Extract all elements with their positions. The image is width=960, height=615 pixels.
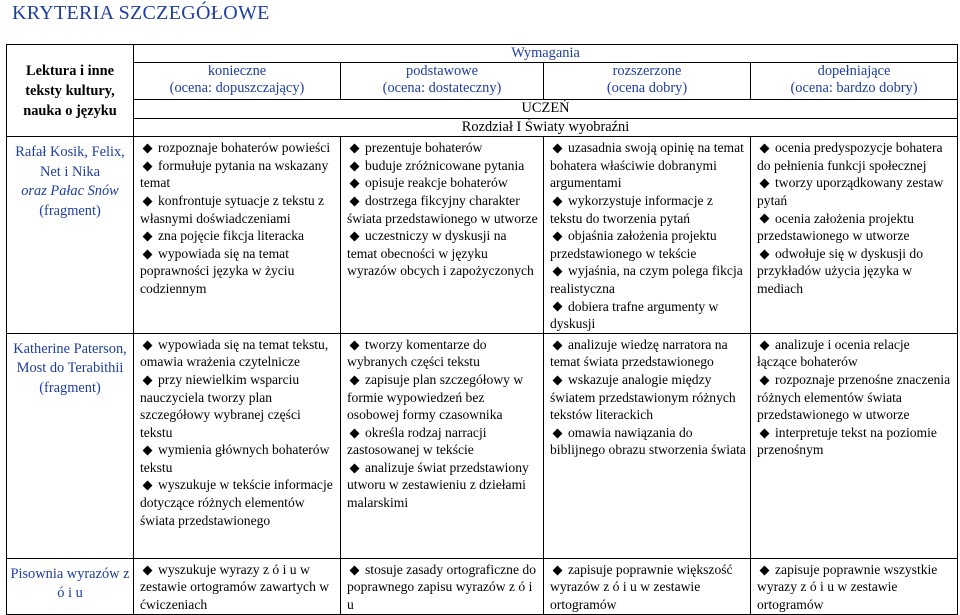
header-wymagania: Wymagania (134, 45, 958, 63)
header-level-podstawowe: podstawowe (ocena: dostateczny) (341, 63, 544, 100)
bullet-item: ocenia założenia projektu przedstawionego w utworze (757, 210, 914, 244)
bullet-item: dobiera trafne argumenty w dyskusji (550, 298, 719, 332)
bullet-item: uczestniczy w dyskusji na temat obecności w języku wyrazów obcych i zapożyczonych (347, 228, 534, 279)
book-cell: Katherine Paterson, Most do Terabithii (fragment) (7, 333, 134, 558)
bullet-item: prezentuje bohaterów (347, 139, 539, 157)
bullet-item: buduje zróżnicowane pytania (347, 157, 539, 175)
page-title: KRYTERIA SZCZEGÓŁOWE (12, 2, 270, 24)
bullet-item: uzasadnia swoją opinię na temat bohatera właściwie dobranymi argumentami (550, 140, 744, 191)
bullet-item: objaśnia założenia projektu przedstawionego w tekście (550, 228, 717, 261)
bullet-item: wymienia głównych bohaterów tekstu (140, 442, 330, 475)
bullet-item: zna pojęcie fikcja literacka (140, 227, 336, 245)
criteria-cell-rozszerzone (544, 137, 751, 334)
book-cell: Pisownia wyrazów z ó i u (7, 558, 134, 614)
criteria-cell-dopelniajace (751, 333, 958, 558)
bullet-item: stosuje zasady ortograficzne do poprawnego zapisu wyrazów z ó i u (347, 561, 536, 612)
bullet-item: omawia nawiązania do biblijnego obrazu stworzenia świata (550, 424, 746, 458)
bullet-item: dostrzega fikcyjny charakter świata przedstawionego w utworze (347, 192, 538, 226)
bullet-item: wypowiada się na temat tekstu, omawia wrażenia czytelnicze (140, 336, 329, 370)
bullet-item: rozpoznaje bohaterów powieści (140, 139, 336, 157)
bullet-item: odwołuje się w dyskusji do przykładów użycia języka w mediach (757, 245, 924, 296)
bullet-item: zapisuje poprawnie większość wyrazów z ó i u w zestawie ortogramów (550, 561, 733, 612)
bullet-item: zapisuje poprawnie wszystkie wyrazy z ó i u w zestawie ortogramów (757, 561, 938, 612)
bullet-item: analizuje i ocenia relacje łączące bohaterów (757, 336, 910, 370)
bullet-item: opisuje reakcje bohaterów (347, 174, 539, 192)
criteria-cell-konieczne (134, 137, 341, 334)
bullet-item: ocenia predyspozycje bohatera do pełnienia funkcji społecznej (757, 140, 943, 173)
criteria-cell-dopelniajace (751, 137, 958, 334)
header-level-dopelniajace: dopełniające (ocena: bardzo dobry) (751, 63, 958, 100)
header-uczen: UCZEŃ (134, 100, 958, 119)
bullet-item: tworzy komentarze do wybranych części tekstu (347, 336, 487, 370)
criteria-table (6, 44, 958, 615)
bullet-item: wyszukuje w tekście informacje dotyczące różnych elementów świata przedstawionego (140, 477, 333, 528)
criteria-cell-podstawowe (341, 558, 544, 614)
bullet-item: analizuje świat przedstawiony utworu w zestawieniu z dziełami malarskimi (347, 459, 529, 511)
bullet-item: wyjaśnia, na czym polega fikcja realistyczna (550, 263, 743, 296)
bullet-item: przy niewielkim wsparciu nauczyciela tworzy plan szczegółowy wybranej części tekstu (140, 371, 301, 440)
bullet-item: tworzy uporządkowany zestaw pytań (757, 175, 944, 208)
bullet-item: wypowiada się na temat poprawności języka w życiu codziennym (140, 245, 295, 296)
bullet-item: interpretuje tekst na poziomie przenośnym (757, 424, 937, 458)
book-cell: Rafał Kosik, Felix, Net i Nika oraz Pałac Snów (fragment) (7, 137, 134, 334)
bullet-item: określa rodzaj narracji zastosowanej w tekście (347, 424, 487, 458)
criteria-cell-konieczne (134, 333, 341, 558)
bullet-item: formułuje pytania na wskazany temat (140, 157, 329, 191)
bullet-item: zapisuje plan szczegółowy w formie wypowiedzeń bez osobowej formy czasownika (347, 371, 524, 423)
header-level-konieczne: konieczne (ocena: dopuszczający) (134, 63, 341, 100)
criteria-cell-konieczne (134, 558, 341, 614)
bullet-item: analizuje wiedzę narratora na temat świata przedstawionego (550, 336, 728, 370)
criteria-cell-rozszerzone (544, 558, 751, 614)
criteria-cell-rozszerzone (544, 333, 751, 558)
header-lektura: Lektura i inne teksty kultury, nauka o języku (7, 45, 134, 137)
bullet-item: rozpoznaje przenośne znaczenia różnych elementów świata przedstawionego w utworze (757, 371, 951, 423)
criteria-cell-podstawowe (341, 137, 544, 334)
criteria-cell-dopelniajace (751, 558, 958, 614)
header-level-rozszerzone: rozszerzone (ocena dobry) (544, 63, 751, 100)
bullet-item: wykorzystuje informacje z tekstu do tworzenia pytań (550, 192, 713, 226)
chapter-title: Rozdział I Światy wyobraźni (134, 118, 958, 137)
criteria-cell-podstawowe (341, 333, 544, 558)
bullet-item: konfrontuje sytuacje z tekstu z własnymi doświadczeniami (140, 192, 325, 226)
bullet-item: wskazuje analogie między światem przedstawionym różnych tekstów literackich (550, 371, 736, 423)
bullet-item: wyszukuje wyrazy z ó i u w zestawie ortogramów zawartych w ćwiczeniach (140, 561, 330, 612)
